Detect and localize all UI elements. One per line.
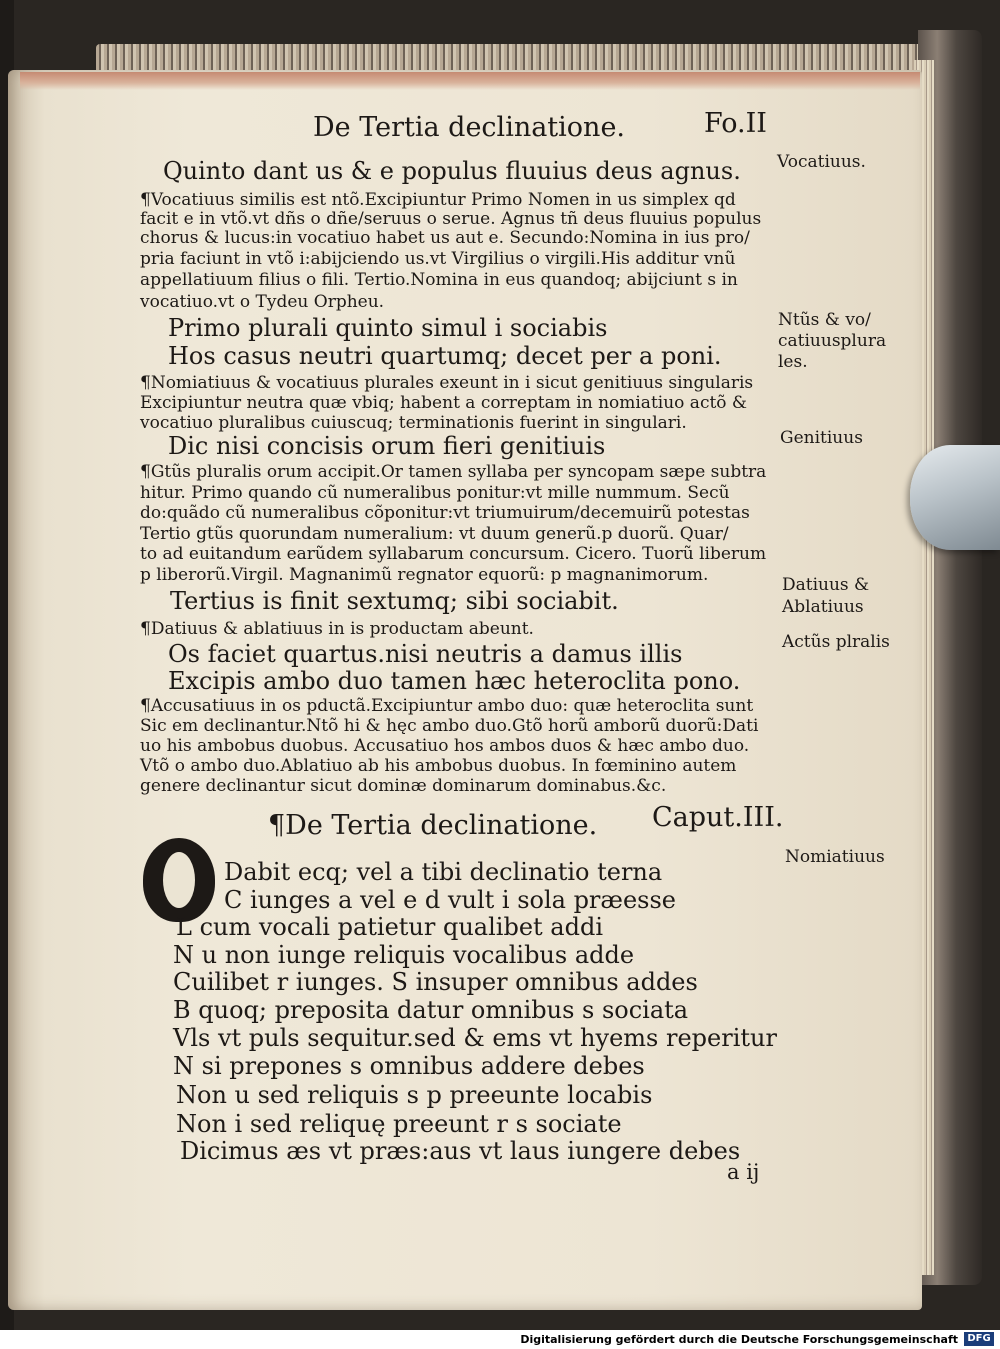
commentary-line: vocatiuo pluralibus cuiuscuq; terminationis fuerint in singulari.: [140, 413, 687, 433]
commentary-line: appellatiuum filius o fili. Tertio.Nomina in eus quandoq; abijciunt s in: [140, 270, 738, 290]
commentary-line: ¶Accusatiuus in os pductã.Excipiuntur ambo duo: quæ heteroclita sunt: [140, 696, 754, 716]
verse-line: Dicimus æs vt præs:aus vt laus iungere debes: [180, 1137, 741, 1165]
commentary-line: to ad euitandum earũdem syllabarum concursum. Cicero. Tuorũ liberum: [140, 544, 767, 564]
verse-line: Dabit ecq; vel a tibi declinatio terna: [224, 858, 663, 886]
margin-note: Genitiuus: [780, 428, 863, 448]
commentary-line: p liberorũ.Virgil. Magnanimũ regnator equorũ: p magnanimorum.: [140, 565, 709, 585]
verse-line: Non i sed reliquę preeunt r s sociate: [176, 1110, 622, 1138]
commentary-line: ¶Nomiatiuus & vocatiuus plurales exeunt in i sicut genitiuus singularis: [140, 373, 754, 393]
initial-o: [143, 838, 215, 922]
commentary-line: Vtõ o ambo duo.Ablatiuo ab his ambobus duobus. In fœminino autem: [140, 756, 737, 776]
footer-credit: Digitalisierung gefördert durch die Deutsche Forschungsgemeinschaft: [520, 1333, 958, 1346]
verse-line: N u non iunge reliquis vocalibus adde: [173, 941, 635, 969]
dfg-logo: DFG: [964, 1332, 994, 1346]
commentary-line: Excipiuntur neutra quæ vbiq; habent a correptam in nomiatiuo actõ &: [140, 393, 748, 413]
commentary-line: uo his ambobus duobus. Accusatiuo hos ambos duos & hæc ambo duo.: [140, 736, 750, 756]
verse-line: L cum vocali patietur qualibet addi: [176, 913, 604, 941]
verse-line: Dic nisi concisis orum fieri genitiuis: [168, 432, 606, 460]
margin-note: Ablatiuus: [782, 597, 864, 617]
verse-line: Non u sed reliquis s p preeunte locabis: [176, 1081, 653, 1109]
chapter-number: Caput.III.: [652, 802, 784, 833]
commentary-line: genere declinantur sicut dominæ dominarum dominabus.&c.: [140, 776, 667, 796]
commentary-line: chorus & lucus:in vocatiuo habet us aut e. Secundo:Nomina in ius pro/: [140, 228, 750, 248]
verse-line: Primo plurali quinto simul i sociabis: [168, 314, 608, 342]
signature-mark: a ij: [727, 1160, 760, 1184]
verse-line: Hos casus neutri quartumq; decet per a poni.: [168, 342, 722, 370]
running-title: De Tertia declinatione.: [313, 112, 626, 143]
commentary-line: facit e in vtõ.vt dñs o dñe/seruus o serue. Agnus tñ deus fluuius populus: [140, 209, 762, 229]
commentary-line: pria faciunt in vtõ i:abijciendo us.vt Virgilius o virgili.His additur vnũ: [140, 249, 736, 269]
commentary-line: ¶Vocatiuus similis est ntõ.Excipiuntur Primo Nomen in us simplex qd: [140, 190, 736, 210]
verse-line: Excipis ambo duo tamen hæc heteroclita pono.: [168, 667, 741, 695]
margin-note: Actũs plralis: [782, 632, 890, 652]
commentary-line: do:quãdo cũ numeralibus cõponitur:vt triumuirum/decemuirũ potestas: [140, 503, 750, 523]
verse-line: Cuilibet r iunges. S insuper omnibus addes: [173, 968, 698, 996]
initial-o-counter: [163, 852, 195, 908]
margin-note: Datiuus &: [782, 575, 870, 595]
page-clip: [910, 445, 1000, 550]
folio-number: Fo.II: [704, 108, 767, 139]
commentary-line: ¶Datiuus & ablatiuus in is productam abeunt.: [140, 619, 534, 639]
commentary-line: vocatiuo.vt o Tydeu Orpheu.: [140, 292, 385, 312]
margin-note: Nomiatiuus: [785, 847, 885, 867]
margin-note: catiuusplura: [778, 331, 887, 351]
verse-line: Tertius is finit sextumq; sibi sociabit.: [170, 587, 619, 615]
margin-note: les.: [778, 352, 808, 372]
verse-line: N si prepones s omnibus addere debes: [173, 1052, 645, 1080]
verse-line: Os faciet quartus.nisi neutris a damus illis: [168, 640, 683, 668]
commentary-line: ¶Gtũs pluralis orum accipit.Or tamen syllaba per syncopam sæpe subtra: [140, 462, 767, 482]
margin-note: Ntũs & vo/: [778, 310, 871, 330]
verse-line: Vls vt puls sequitur.sed & ems vt hyems reperitur: [173, 1024, 777, 1052]
commentary-line: Tertio gtũs quorundam numeralium: vt duum generũ.p duorũ. Quar/: [140, 524, 729, 544]
commentary-line: Sic em declinantur.Ntõ hi & hęc ambo duo.Gtõ horũ amborũ duorũ:Dati: [140, 716, 759, 736]
verse-line: B quoq; preposita datur omnibus s sociata: [173, 996, 689, 1024]
chapter-title: ¶De Tertia declinatione.: [268, 810, 598, 841]
margin-note: Vocatiuus.: [777, 152, 866, 172]
verse-line: C iunges a vel e d vult i sola præesse: [224, 886, 677, 914]
red-edge-tint: [20, 72, 920, 90]
verse-line: Quinto dant us & e populus fluuius deus agnus.: [163, 157, 741, 185]
commentary-line: hitur. Primo quando cũ numeralibus ponitur:vt mille nummum. Secũ: [140, 483, 730, 503]
